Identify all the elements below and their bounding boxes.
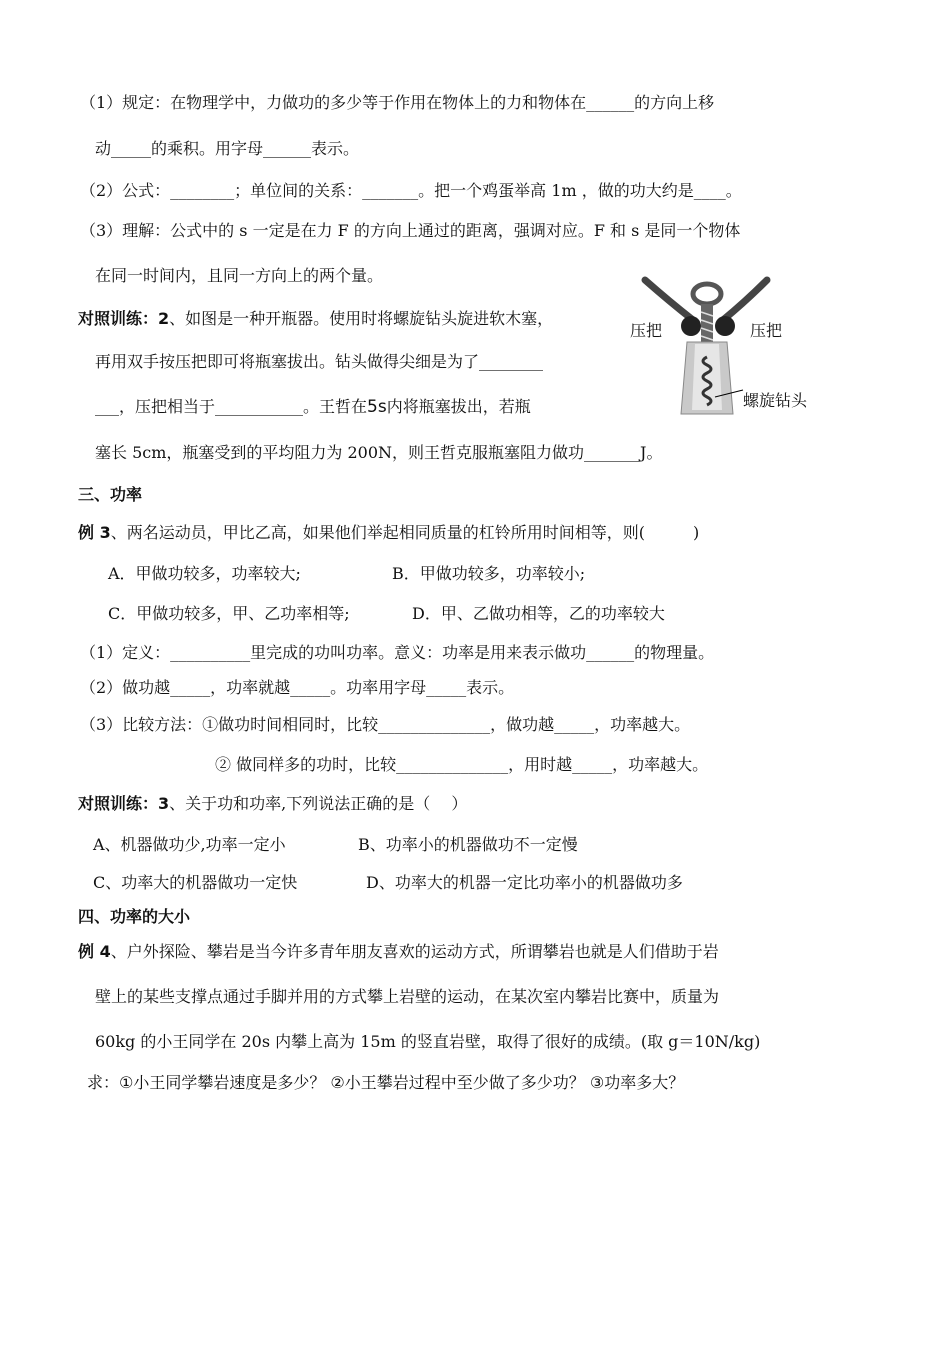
training-2-label: 对照训练：2	[78, 309, 170, 328]
compare-method-line-1: （3）比较方法：①做功时间相同时，比较______________，做功越_____，功率越大。	[80, 715, 691, 734]
formula-line: （2）公式：________；单位间的关系：_______。把一个鸡蛋举高 1m ，做的功大约是____。	[80, 181, 742, 200]
section-3-heading: 三、功率	[78, 485, 143, 504]
understanding-line-1: （3）理解：公式中的 s 一定是在力 F 的方向上通过的距离，强调对应。F 和 s 是同一个物体	[80, 221, 741, 240]
training-3-label: 对照训练：3	[78, 794, 170, 813]
rule-line-1: （1）规定：在物理学中，力做功的多少等于作用在物体上的力和物体在______的方向上移	[80, 93, 715, 112]
training-2-text-c3: 内将瓶塞拔出，若瓶	[386, 397, 531, 416]
training-3-option-d: D、功率大的机器一定比功率小的机器做功多	[366, 873, 683, 892]
example-3-option-d: D．甲、乙做功相等，乙的功率较大	[412, 604, 665, 623]
training-2-line-3	[95, 396, 531, 418]
training-2-line-1	[78, 308, 553, 330]
training-3-line	[78, 793, 467, 815]
power-definition-line: （1）定义：__________里完成的功叫功率。意义：功率是用来表示做功______的物理量。	[80, 643, 715, 662]
example-4-label: 例 4	[78, 942, 111, 961]
example-4-line-2: 壁上的某些支撑点通过手脚并用的方式攀上岩壁的运动，在某次室内攀岩比赛中，质量为	[95, 987, 720, 1006]
training-3-option-b: B、功率小的机器做功不一定慢	[358, 835, 578, 854]
rule-line-2: 动_____的乘积。用字母______表示。	[95, 139, 360, 158]
example-3-label: 例 3	[78, 523, 111, 542]
training-2-line-2: 再用双手按压把即可将瓶塞拔出。钻头做得尖细是为了________	[95, 352, 544, 371]
training-2-text-a: 、如图是一种开瓶器。使用时将螺旋钻头旋进软木塞，	[169, 309, 554, 328]
example-3-option-b: B．甲做功较多，功率较小;	[392, 564, 586, 583]
example-3-text: 、两名运动员，甲比乙高，如果他们举起相同质量的杠铃所用时间相等，则( )	[110, 523, 700, 542]
training-2-text-c1: ___，压把相当于___________。王哲在	[95, 397, 368, 416]
power-relation-line: （2）做功越_____，功率就越_____。功率用字母_____表示。	[80, 678, 515, 697]
compare-method-line-2: ② 做同样多的功时，比较______________，用时越_____，功率越大。	[215, 755, 709, 774]
training-2-line-4: 塞长 5cm，瓶塞受到的平均阻力为 200N，则王哲克服瓶塞阻力做功_______J。	[95, 443, 663, 462]
example-3-line	[78, 522, 699, 544]
training-3-option-a: A、机器做功少,功率一定小	[93, 835, 286, 854]
section-4-heading: 四、功率的大小	[78, 907, 191, 926]
training-3-text: 、关于功和功率,下列说法正确的是（ ）	[169, 794, 468, 813]
example-3-option-c: C．甲做功较多，甲、乙功率相等;	[108, 604, 350, 623]
example-4-text-a: 、户外探险、攀岩是当今许多青年朋友喜欢的运动方式，所谓攀岩也就是人们借助于岩	[110, 942, 719, 961]
figure-label-right-handle: 压把	[750, 321, 783, 340]
figure-label-drill: 螺旋钻头	[743, 391, 808, 410]
training-2-time: 5s	[367, 397, 387, 417]
corkscrew-figure	[625, 272, 825, 422]
example-4-line-3: 60kg 的小王同学在 20s 内攀上高为 15m 的竖直岩壁，取得了很好的成绩。(取 g＝10N/kg)	[95, 1032, 761, 1051]
example-4-line-1	[78, 941, 719, 963]
example-4-questions: 求：①小王同学攀岩速度是多少？ ②小王攀岩过程中至少做了多少功？ ③功率多大？	[87, 1073, 685, 1092]
training-3-option-c: C、功率大的机器做功一定快	[93, 873, 298, 892]
example-3-option-a: A．甲做功较多，功率较大;	[108, 564, 301, 583]
understanding-line-2: 在同一时间内，且同一方向上的两个量。	[95, 266, 384, 285]
figure-label-left-handle: 压把	[630, 321, 663, 340]
